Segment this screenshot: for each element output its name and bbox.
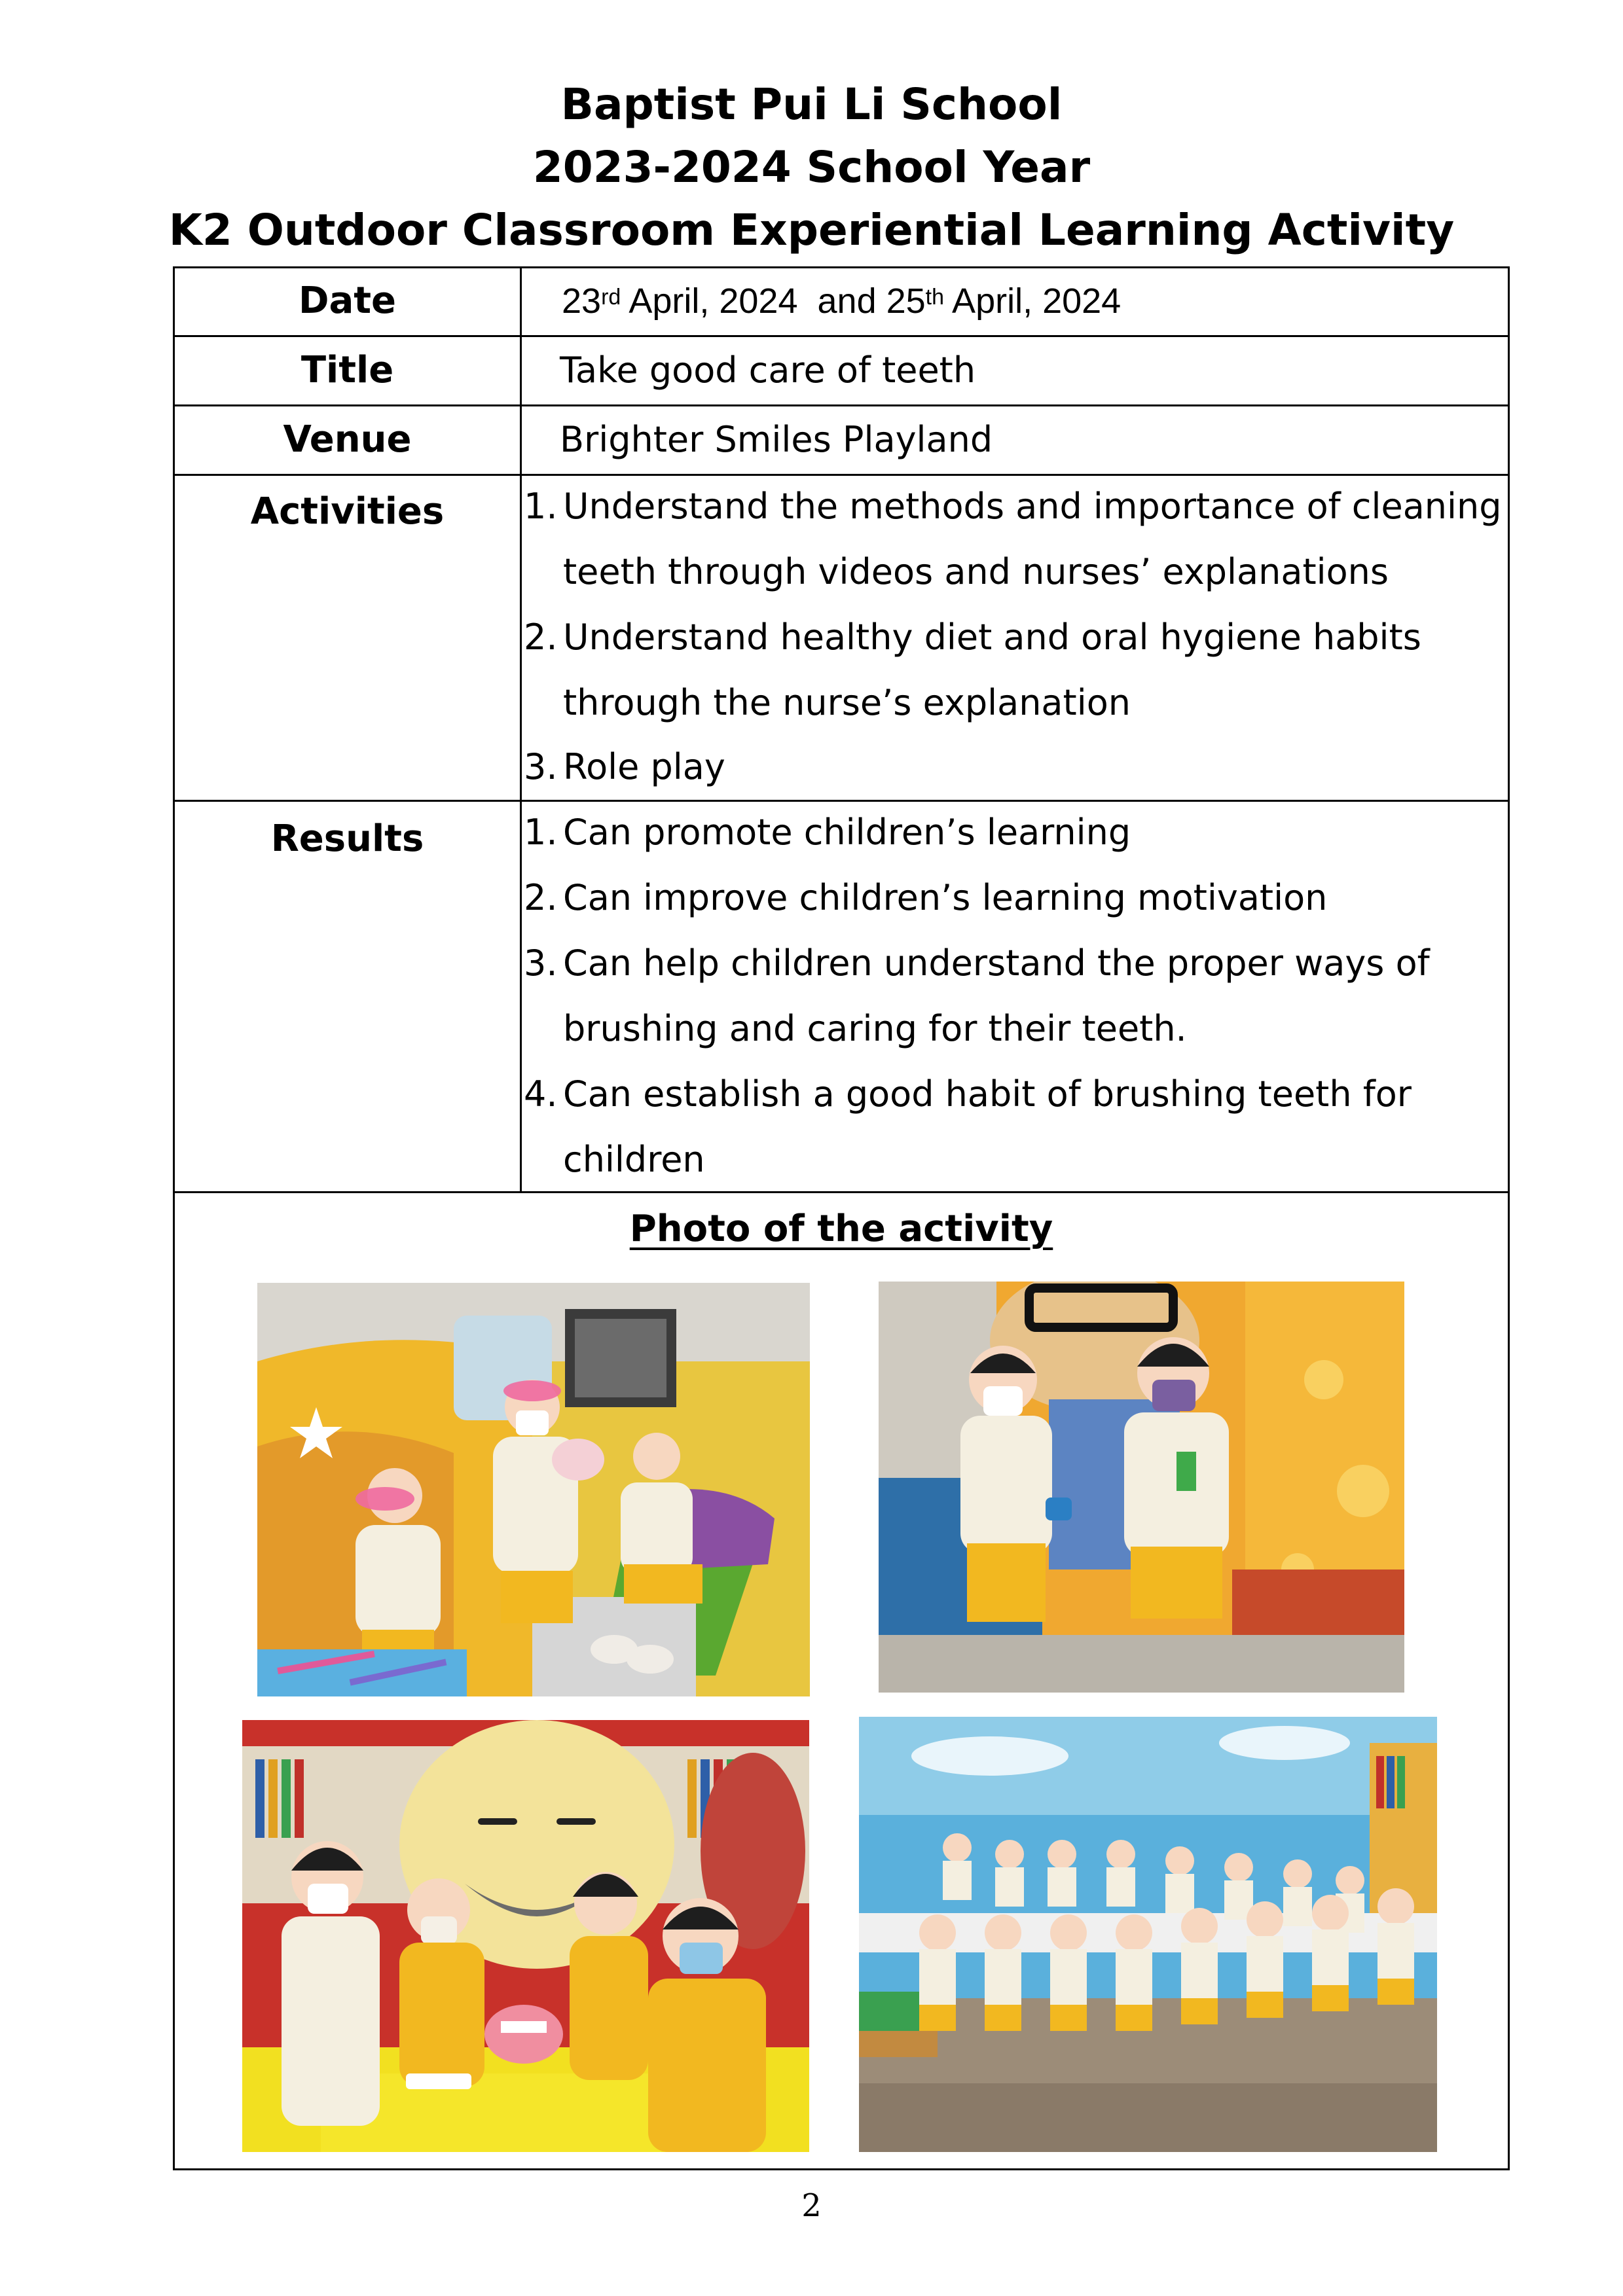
list-text: Understand healthy diet and oral hygiene habits (563, 617, 1421, 658)
school-name: Baptist Pui Li School (560, 79, 1063, 130)
page-number: 2 (801, 2187, 822, 2224)
column-divider (520, 266, 522, 1192)
activity-item-1-cont: teeth through videos and nurses’ explanations (563, 551, 1389, 592)
activities-label: Activities (250, 490, 445, 533)
result-item-3 (524, 931, 1430, 996)
list-number: 3. (524, 746, 558, 787)
venue-value: Brighter Smiles Playland (560, 419, 993, 460)
date-month1: April, 2024 (621, 281, 798, 321)
photo-teeth-model-illustration (242, 1720, 809, 2152)
activity-title: K2 Outdoor Classroom Experiential Learning Activity (168, 205, 1455, 255)
photo-mascot-illustration (879, 1282, 1404, 1693)
row-divider-title (173, 404, 1510, 406)
list-text: Role play (563, 746, 725, 787)
date-month2: April, 2024 (944, 281, 1122, 321)
list-number: 2. (524, 617, 558, 658)
date-value (562, 275, 1121, 327)
activity-photo-teeth-model (242, 1720, 809, 2152)
result-item-2 (524, 865, 1327, 931)
photo-dental-chair-illustration (257, 1283, 810, 1696)
photo-heading-text: Photo of the activity (629, 1208, 1053, 1250)
date-connector: and 25 (797, 281, 926, 321)
list-number: 1. (524, 486, 558, 527)
date-day1-suffix: rd (601, 285, 621, 310)
result-item-4 (524, 1062, 1412, 1127)
list-text: Can help children understand the proper ways of (563, 942, 1430, 984)
school-year: 2023-2024 School Year (532, 142, 1091, 192)
result-item-4-cont: children (563, 1139, 705, 1180)
date-day2-suffix: th (925, 285, 945, 310)
activity-item-2-cont: through the nurse’s explanation (563, 682, 1131, 723)
row-divider-date (173, 335, 1510, 337)
list-number: 2. (524, 877, 558, 918)
activity-photo-dental-chair (257, 1283, 810, 1696)
title-value: Take good care of teeth (560, 350, 976, 391)
activity-item-1 (524, 474, 1502, 539)
activity-photo-group (859, 1717, 1437, 2152)
list-text: Can improve children’s learning motivation (563, 877, 1328, 918)
list-text: Can establish a good habit of brushing teeth for (563, 1073, 1412, 1115)
photo-group-illustration (859, 1717, 1437, 2152)
date-day1: 23 (562, 281, 602, 321)
result-item-3-cont: brushing and caring for their teeth. (563, 1008, 1187, 1049)
date-label: Date (298, 279, 397, 322)
activity-item-2 (524, 605, 1421, 670)
list-number: 1. (524, 812, 558, 853)
activity-item-3 (524, 734, 725, 800)
row-divider-results (173, 1191, 1510, 1193)
results-label: Results (270, 817, 424, 860)
document-header (0, 73, 1623, 262)
venue-label: Venue (283, 418, 412, 461)
list-text: Can promote children’s learning (563, 812, 1131, 853)
list-number: 3. (524, 942, 558, 984)
activity-photo-mascot (879, 1282, 1404, 1693)
photo-section-heading (175, 1203, 1508, 1255)
list-text: Understand the methods and importance of cleaning (563, 486, 1502, 527)
result-item-1 (524, 800, 1131, 865)
title-label: Title (301, 349, 394, 391)
list-number: 4. (524, 1073, 558, 1115)
